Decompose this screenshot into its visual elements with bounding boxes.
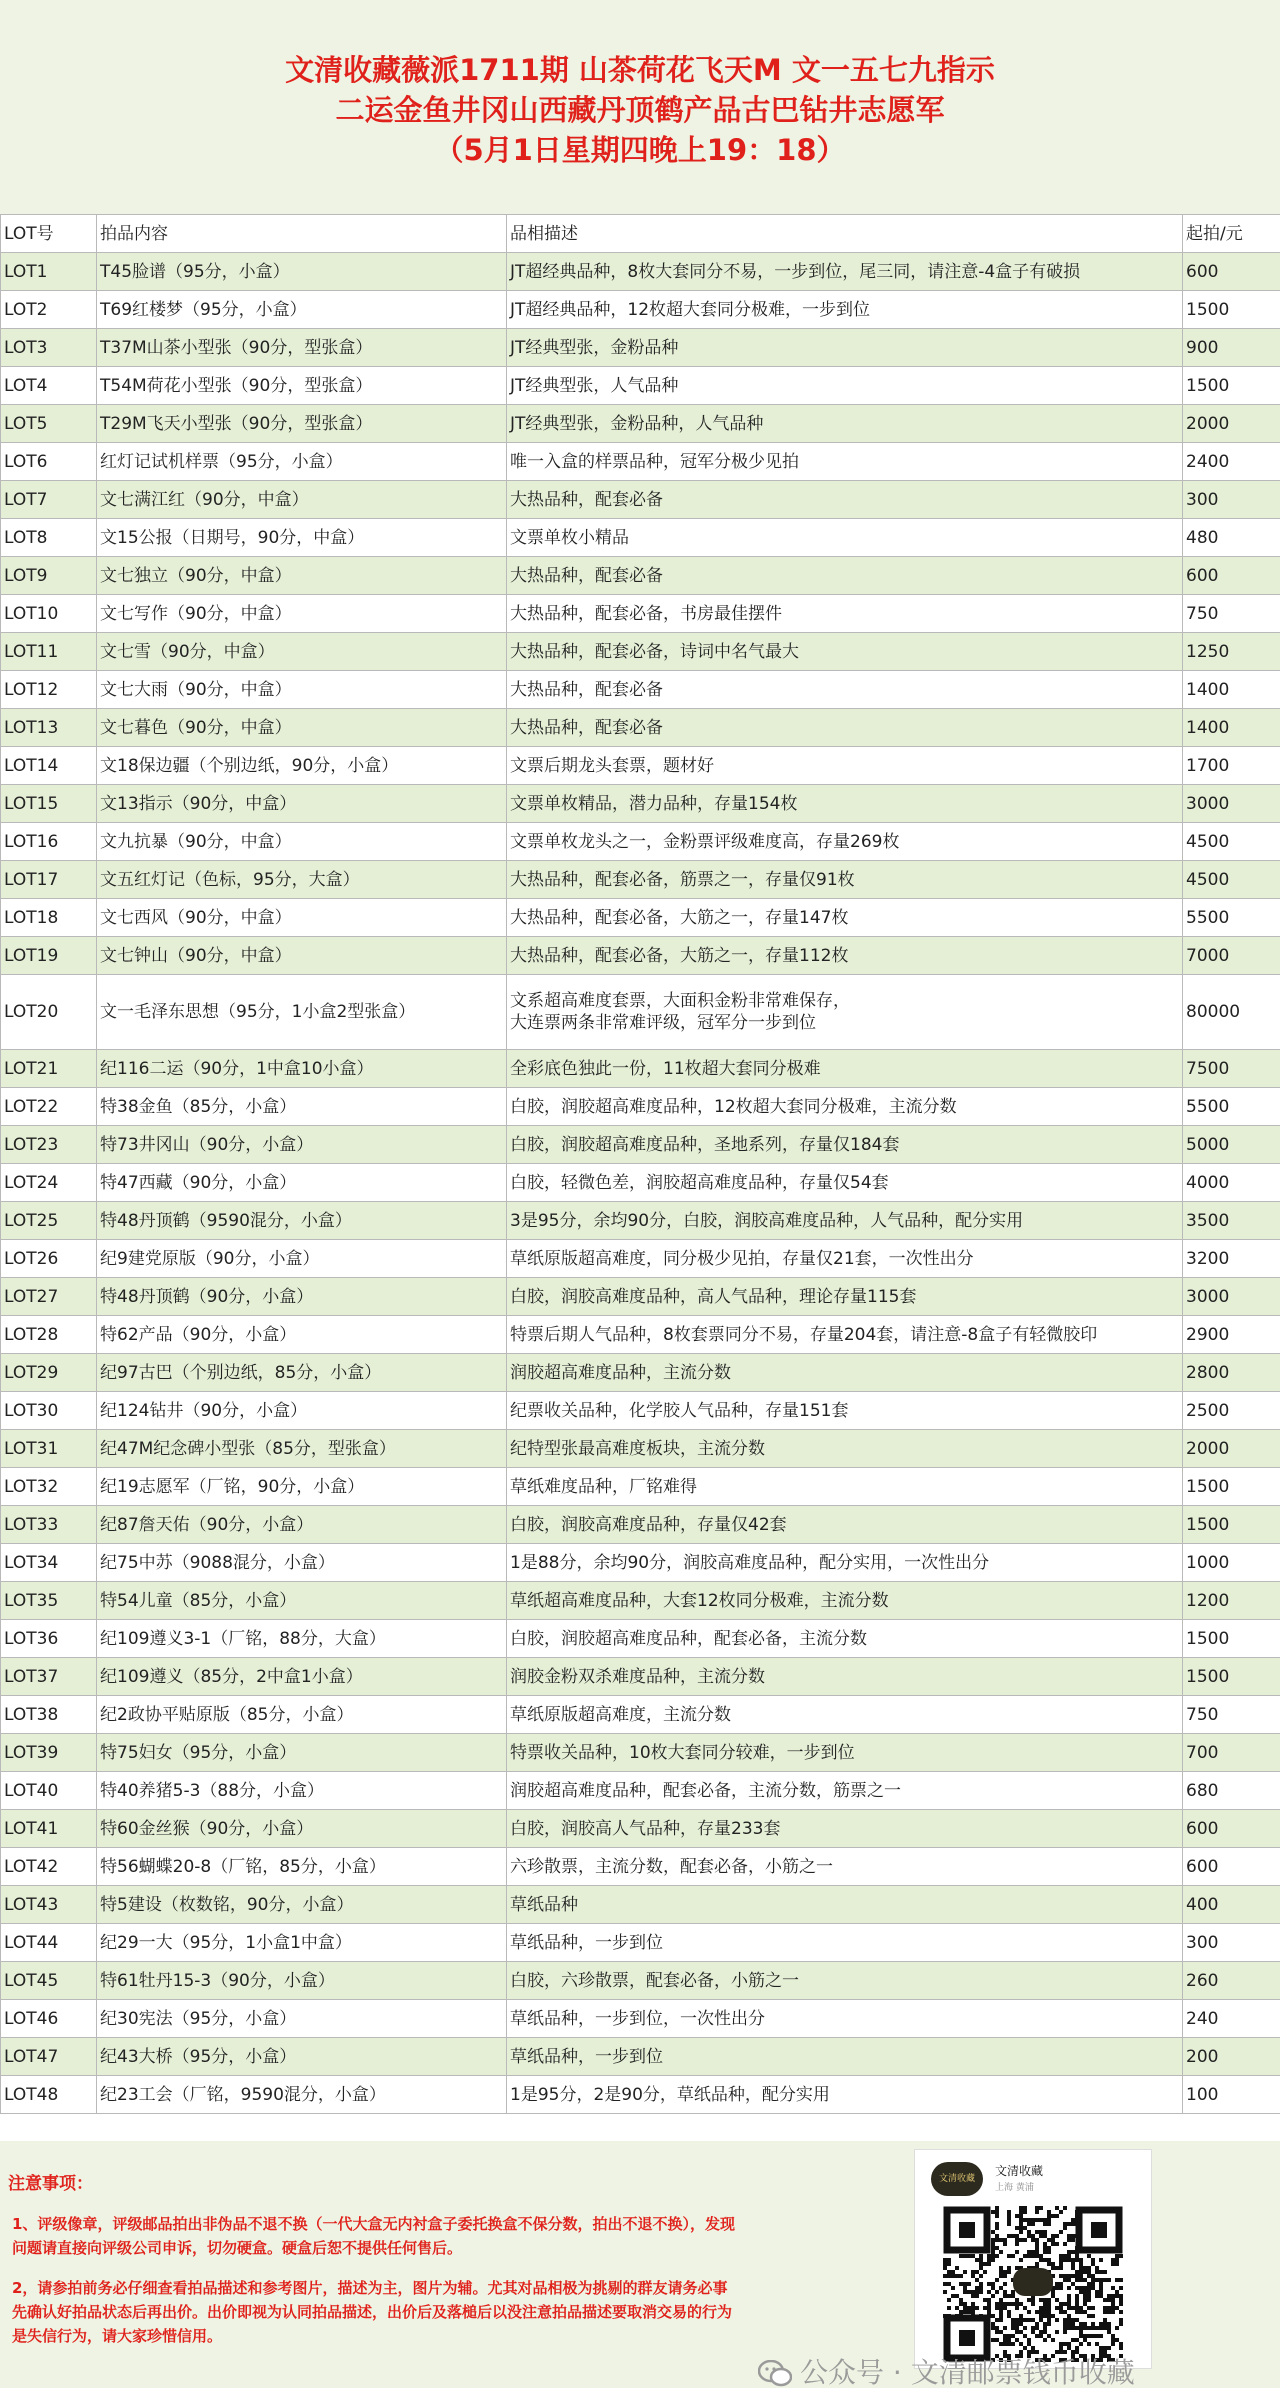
cell-lot: LOT24 xyxy=(1,1164,97,1202)
table-row xyxy=(1,443,1280,481)
cell-description: 草纸品种 xyxy=(507,1886,1183,1924)
cell-content: 红灯记试机样票（95分，小盒） xyxy=(97,443,507,481)
cell-lot: LOT5 xyxy=(1,405,97,443)
cell-start-price: 2400 xyxy=(1183,443,1280,481)
cell-start-price: 1500 xyxy=(1183,1658,1280,1696)
cell-description: 草纸品种，一步到位，一次性出分 xyxy=(507,2000,1183,2038)
table-row xyxy=(1,1658,1280,1696)
title-line-3: （5月1日星期四晚上19：18） xyxy=(0,130,1280,170)
cell-content: 特48丹顶鹤（90分，小盒） xyxy=(97,1278,507,1316)
cell-start-price: 600 xyxy=(1183,557,1280,595)
table-body xyxy=(1,253,1280,2114)
cell-content: T69红楼梦（95分，小盒） xyxy=(97,291,507,329)
cell-content: 纪97古巴（个别边纸，85分，小盒） xyxy=(97,1354,507,1392)
cell-lot: LOT15 xyxy=(1,785,97,823)
cell-start-price: 2900 xyxy=(1183,1316,1280,1354)
lot-table xyxy=(0,214,1280,2114)
cell-description: JT经典型张，金粉品种 xyxy=(507,329,1183,367)
cell-start-price: 2000 xyxy=(1183,1430,1280,1468)
cell-start-price: 7000 xyxy=(1183,937,1280,975)
cell-content: 文七独立（90分，中盒） xyxy=(97,557,507,595)
cell-description: 文票单枚小精品 xyxy=(507,519,1183,557)
cell-lot: LOT2 xyxy=(1,291,97,329)
cell-description: 白胶，润胶高人气品种，存量233套 xyxy=(507,1810,1183,1848)
cell-lot: LOT17 xyxy=(1,861,97,899)
table-row xyxy=(1,1316,1280,1354)
cell-start-price: 3000 xyxy=(1183,1278,1280,1316)
cell-start-price: 480 xyxy=(1183,519,1280,557)
cell-lot: LOT36 xyxy=(1,1620,97,1658)
cell-description: JT经典型张，人气品种 xyxy=(507,367,1183,405)
cell-content: 纪116二运（90分，1中盒10小盒） xyxy=(97,1050,507,1088)
cell-description: 唯一入盒的样票品种，冠军分极少见拍 xyxy=(507,443,1183,481)
cell-description: 特票收关品种，10枚大套同分较难，一步到位 xyxy=(507,1734,1183,1772)
cell-start-price: 1500 xyxy=(1183,1620,1280,1658)
cell-start-price: 2800 xyxy=(1183,1354,1280,1392)
cell-start-price: 4000 xyxy=(1183,1164,1280,1202)
footer-section xyxy=(0,2141,1280,2388)
cell-start-price: 3500 xyxy=(1183,1202,1280,1240)
cell-content: 文七暮色（90分，中盒） xyxy=(97,709,507,747)
cell-start-price: 80000 xyxy=(1183,975,1280,1050)
table-row xyxy=(1,557,1280,595)
cell-description: JT超经典品种，12枚超大套同分极难，一步到位 xyxy=(507,291,1183,329)
table-row xyxy=(1,1050,1280,1088)
cell-start-price: 900 xyxy=(1183,329,1280,367)
cell-content: T54M荷花小型张（90分，型张盒） xyxy=(97,367,507,405)
cell-lot: LOT18 xyxy=(1,899,97,937)
cell-description: 大热品种，配套必备，诗词中名气最大 xyxy=(507,633,1183,671)
cell-content: 文九抗暴（90分，中盒） xyxy=(97,823,507,861)
table-row xyxy=(1,405,1280,443)
cell-start-price: 300 xyxy=(1183,481,1280,519)
cell-lot: LOT16 xyxy=(1,823,97,861)
cell-description: 3是95分，余均90分，白胶，润胶高难度品种，人气品种，配分实用 xyxy=(507,1202,1183,1240)
cell-lot: LOT40 xyxy=(1,1772,97,1810)
cell-description: 大热品种，配套必备，书房最佳摆件 xyxy=(507,595,1183,633)
notes-paragraph-1: 1、评级像章，评级邮品拍出非伪品不退不换（一代大盒无内衬盒子委托换盒不保分数，拍出不退不换），发现问题请直接向评级公司申诉，切勿硬盒。硬盒后恕不提供任何售后。 xyxy=(8,2212,738,2260)
cell-start-price: 700 xyxy=(1183,1734,1280,1772)
table-row xyxy=(1,1962,1280,2000)
cell-description: 草纸原版超高难度，主流分数 xyxy=(507,1696,1183,1734)
table-row xyxy=(1,1278,1280,1316)
cell-content: 文七钟山（90分，中盒） xyxy=(97,937,507,975)
cell-lot: LOT48 xyxy=(1,2076,97,2114)
cell-content: 纪9建党原版（90分，小盒） xyxy=(97,1240,507,1278)
cell-description: 特票后期人气品种，8枚套票同分不易，存量204套，请注意-8盒子有轻微胶印 xyxy=(507,1316,1183,1354)
table-row xyxy=(1,747,1280,785)
cell-lot: LOT38 xyxy=(1,1696,97,1734)
cell-lot: LOT9 xyxy=(1,557,97,595)
cell-content: 文七满江红（90分，中盒） xyxy=(97,481,507,519)
cell-description: 草纸超高难度品种，大套12枚同分极难，主流分数 xyxy=(507,1582,1183,1620)
cell-content: 特62产品（90分，小盒） xyxy=(97,1316,507,1354)
table-row xyxy=(1,2076,1280,2114)
table-row xyxy=(1,2000,1280,2038)
cell-lot: LOT32 xyxy=(1,1468,97,1506)
cell-content: 特48丹顶鹤（9590混分，小盒） xyxy=(97,1202,507,1240)
cell-description: 白胶，润胶高难度品种，高人气品种，理论存量115套 xyxy=(507,1278,1183,1316)
cell-description: 1是88分，余均90分，润胶高难度品种，配分实用，一次性出分 xyxy=(507,1544,1183,1582)
table-row xyxy=(1,899,1280,937)
cell-lot: LOT45 xyxy=(1,1962,97,2000)
cell-description: 大热品种，配套必备 xyxy=(507,671,1183,709)
table-row xyxy=(1,1468,1280,1506)
cell-start-price: 1500 xyxy=(1183,1506,1280,1544)
table-row xyxy=(1,823,1280,861)
notes-block xyxy=(8,2169,738,2364)
cell-start-price: 600 xyxy=(1183,253,1280,291)
cell-lot: LOT30 xyxy=(1,1392,97,1430)
cell-start-price: 750 xyxy=(1183,1696,1280,1734)
cell-start-price: 4500 xyxy=(1183,823,1280,861)
cell-description: JT经典型张，金粉品种，人气品种 xyxy=(507,405,1183,443)
notes-paragraph-2: 2，请参拍前务必仔细查看拍品描述和参考图片，描述为主，图片为辅。尤其对品相极为挑剔的群友请务必事先确认好拍品状态后再出价。出价即视为认同拍品描述，出价后及落槌后以没注意拍品描述要取消交易的行为是失信行为，请大家珍惜信用。 xyxy=(8,2276,738,2348)
table-row xyxy=(1,975,1280,1050)
table-row xyxy=(1,1506,1280,1544)
cell-start-price: 240 xyxy=(1183,2000,1280,2038)
cell-content: 纪47M纪念碑小型张（85分，型张盒） xyxy=(97,1430,507,1468)
cell-content: 文一毛泽东思想（95分，1小盒2型张盒） xyxy=(97,975,507,1050)
cell-lot: LOT31 xyxy=(1,1430,97,1468)
cell-description: 文票后期龙头套票，题材好 xyxy=(507,747,1183,785)
cell-content: 文七大雨（90分，中盒） xyxy=(97,671,507,709)
cell-lot: LOT12 xyxy=(1,671,97,709)
cell-description: 草纸品种，一步到位 xyxy=(507,1924,1183,1962)
cell-start-price: 260 xyxy=(1183,1962,1280,2000)
table-row xyxy=(1,1544,1280,1582)
table-row xyxy=(1,1848,1280,1886)
cell-content: 纪124钻井（90分，小盒） xyxy=(97,1392,507,1430)
cell-lot: LOT42 xyxy=(1,1848,97,1886)
col-header-description: 品相描述 xyxy=(507,215,1183,253)
cell-content: T45脸谱（95分，小盒） xyxy=(97,253,507,291)
brand-logo: 文清收藏 xyxy=(931,2162,983,2196)
cell-lot: LOT27 xyxy=(1,1278,97,1316)
watermark xyxy=(758,2351,1135,2391)
cell-content: 特40养猪5-3（88分，小盒） xyxy=(97,1772,507,1810)
cell-start-price: 680 xyxy=(1183,1772,1280,1810)
cell-lot: LOT25 xyxy=(1,1202,97,1240)
cell-start-price: 1400 xyxy=(1183,709,1280,747)
cell-content: 特60金丝猴（90分，小盒） xyxy=(97,1810,507,1848)
cell-content: 纪30宪法（95分，小盒） xyxy=(97,2000,507,2038)
cell-lot: LOT39 xyxy=(1,1734,97,1772)
table-row xyxy=(1,1810,1280,1848)
cell-lot: LOT8 xyxy=(1,519,97,557)
cell-start-price: 100 xyxy=(1183,2076,1280,2114)
cell-lot: LOT14 xyxy=(1,747,97,785)
cell-content: T37M山茶小型张（90分，型张盒） xyxy=(97,329,507,367)
cell-lot: LOT1 xyxy=(1,253,97,291)
cell-description: 1是95分，2是90分，草纸品种，配分实用 xyxy=(507,2076,1183,2114)
cell-lot: LOT47 xyxy=(1,2038,97,2076)
cell-start-price: 600 xyxy=(1183,1810,1280,1848)
qr-card-name: 文清收藏 xyxy=(995,2162,1043,2179)
title-line-2: 二运金鱼井冈山西藏丹顶鹤产品古巴钻井志愿军 xyxy=(0,90,1280,130)
cell-content: 文七写作（90分，中盒） xyxy=(97,595,507,633)
table-row xyxy=(1,329,1280,367)
table-row xyxy=(1,1734,1280,1772)
table-row xyxy=(1,1886,1280,1924)
cell-description: 全彩底色独此一份，11枚超大套同分极难 xyxy=(507,1050,1183,1088)
cell-content: 文七雪（90分，中盒） xyxy=(97,633,507,671)
cell-start-price: 1000 xyxy=(1183,1544,1280,1582)
cell-lot: LOT46 xyxy=(1,2000,97,2038)
cell-start-price: 1500 xyxy=(1183,291,1280,329)
cell-content: 特56蝴蝶20-8（厂铭，85分，小盒） xyxy=(97,1848,507,1886)
table-row xyxy=(1,1582,1280,1620)
table-row xyxy=(1,633,1280,671)
cell-description: 润胶超高难度品种，配套必备，主流分数，筋票之一 xyxy=(507,1772,1183,1810)
cell-lot: LOT3 xyxy=(1,329,97,367)
cell-lot: LOT33 xyxy=(1,1506,97,1544)
cell-lot: LOT20 xyxy=(1,975,97,1050)
cell-description: 白胶，轻微色差，润胶超高难度品种，存量仅54套 xyxy=(507,1164,1183,1202)
page-header xyxy=(0,0,1280,214)
table-row xyxy=(1,1620,1280,1658)
table-row xyxy=(1,519,1280,557)
cell-start-price: 5000 xyxy=(1183,1126,1280,1164)
cell-content: 纪87詹天佑（90分，小盒） xyxy=(97,1506,507,1544)
table-row xyxy=(1,253,1280,291)
cell-start-price: 1400 xyxy=(1183,671,1280,709)
cell-content: 纪23工会（厂铭，9590混分，小盒） xyxy=(97,2076,507,2114)
cell-description: 草纸品种，一步到位 xyxy=(507,2038,1183,2076)
table-row xyxy=(1,1392,1280,1430)
table-row xyxy=(1,937,1280,975)
cell-content: 纪75中苏（9088混分，小盒） xyxy=(97,1544,507,1582)
watermark-text: 公众号 · 文清邮票钱币收藏 xyxy=(800,2356,1135,2389)
cell-start-price: 4500 xyxy=(1183,861,1280,899)
table-row xyxy=(1,671,1280,709)
cell-lot: LOT28 xyxy=(1,1316,97,1354)
cell-content: 特73井冈山（90分，小盒） xyxy=(97,1126,507,1164)
cell-start-price: 300 xyxy=(1183,1924,1280,1962)
cell-lot: LOT23 xyxy=(1,1126,97,1164)
cell-start-price: 750 xyxy=(1183,595,1280,633)
cell-content: 纪43大桥（95分，小盒） xyxy=(97,2038,507,2076)
cell-lot: LOT10 xyxy=(1,595,97,633)
cell-lot: LOT7 xyxy=(1,481,97,519)
cell-lot: LOT21 xyxy=(1,1050,97,1088)
table-row xyxy=(1,709,1280,747)
cell-description: 文系超高难度套票，大面积金粉非常难保存， 大连票两条非常难评级，冠军分一步到位 xyxy=(507,975,1183,1050)
col-header-start-price: 起拍/元 xyxy=(1183,215,1280,253)
table-row xyxy=(1,367,1280,405)
cell-description: 大热品种，配套必备，大筋之一，存量112枚 xyxy=(507,937,1183,975)
cell-description: 白胶，润胶超高难度品种，圣地系列，存量仅184套 xyxy=(507,1126,1183,1164)
table-row xyxy=(1,291,1280,329)
cell-lot: LOT43 xyxy=(1,1886,97,1924)
cell-content: 特54儿童（85分，小盒） xyxy=(97,1582,507,1620)
cell-description: 文票单枚精品，潜力品种，存量154枚 xyxy=(507,785,1183,823)
cell-content: 纪109遵义（85分，2中盒1小盒） xyxy=(97,1658,507,1696)
cell-lot: LOT6 xyxy=(1,443,97,481)
qr-card[interactable] xyxy=(914,2149,1152,2369)
table-row xyxy=(1,1772,1280,1810)
cell-description: 润胶金粉双杀难度品种，主流分数 xyxy=(507,1658,1183,1696)
cell-description: 白胶，六珍散票，配套必备，小筋之一 xyxy=(507,1962,1183,2000)
cell-lot: LOT29 xyxy=(1,1354,97,1392)
cell-lot: LOT4 xyxy=(1,367,97,405)
cell-description: 大热品种，配套必备 xyxy=(507,709,1183,747)
cell-description: 大热品种，配套必备，大筋之一，存量147枚 xyxy=(507,899,1183,937)
table-row xyxy=(1,1430,1280,1468)
cell-start-price: 200 xyxy=(1183,2038,1280,2076)
cell-lot: LOT37 xyxy=(1,1658,97,1696)
cell-content: 纪109遵义3-1（厂铭，88分，大盒） xyxy=(97,1620,507,1658)
col-header-lot: LOT号 xyxy=(1,215,97,253)
cell-content: 纪29一大（95分，1小盒1中盒） xyxy=(97,1924,507,1962)
cell-description: 纪票收关品种，化学胶人气品种，存量151套 xyxy=(507,1392,1183,1430)
cell-content: 特75妇女（95分，小盒） xyxy=(97,1734,507,1772)
table-row xyxy=(1,861,1280,899)
cell-description: 六珍散票，主流分数，配套必备，小筋之一 xyxy=(507,1848,1183,1886)
cell-content: T29M飞天小型张（90分，型张盒） xyxy=(97,405,507,443)
cell-content: 特61牡丹15-3（90分，小盒） xyxy=(97,1962,507,2000)
cell-start-price: 1500 xyxy=(1183,367,1280,405)
cell-content: 文七西风（90分，中盒） xyxy=(97,899,507,937)
col-header-content: 拍品内容 xyxy=(97,215,507,253)
cell-description: 白胶，润胶超高难度品种，配套必备，主流分数 xyxy=(507,1620,1183,1658)
cell-content: 特5建设（枚数铭，90分，小盒） xyxy=(97,1886,507,1924)
cell-description: 大热品种，配套必备，筋票之一，存量仅91枚 xyxy=(507,861,1183,899)
cell-description: 大热品种，配套必备 xyxy=(507,481,1183,519)
cell-description: 纪特型张最高难度板块，主流分数 xyxy=(507,1430,1183,1468)
cell-start-price: 3000 xyxy=(1183,785,1280,823)
cell-description: JT超经典品种，8枚大套同分不易，一步到位，尾三同，请注意-4盒子有破损 xyxy=(507,253,1183,291)
table-row xyxy=(1,2038,1280,2076)
cell-description: 大热品种，配套必备 xyxy=(507,557,1183,595)
table-row xyxy=(1,1202,1280,1240)
cell-lot: LOT11 xyxy=(1,633,97,671)
cell-lot: LOT22 xyxy=(1,1088,97,1126)
cell-content: 纪19志愿军（厂铭，90分，小盒） xyxy=(97,1468,507,1506)
cell-content: 纪2政协平贴原版（85分，小盒） xyxy=(97,1696,507,1734)
cell-lot: LOT19 xyxy=(1,937,97,975)
cell-content: 特38金鱼（85分，小盒） xyxy=(97,1088,507,1126)
cell-start-price: 400 xyxy=(1183,1886,1280,1924)
cell-start-price: 2500 xyxy=(1183,1392,1280,1430)
cell-content: 文15公报（日期号，90分，中盒） xyxy=(97,519,507,557)
notes-title: 注意事项： xyxy=(8,2169,738,2194)
table-row xyxy=(1,1126,1280,1164)
cell-start-price: 1250 xyxy=(1183,633,1280,671)
table-row xyxy=(1,1164,1280,1202)
table-row xyxy=(1,595,1280,633)
cell-description: 文票单枚龙头之一，金粉票评级难度高，存量269枚 xyxy=(507,823,1183,861)
table-row xyxy=(1,785,1280,823)
cell-description: 白胶，润胶超高难度品种，12枚超大套同分极难，主流分数 xyxy=(507,1088,1183,1126)
cell-content: 文13指示（90分，中盒） xyxy=(97,785,507,823)
cell-content: 文五红灯记（色标，95分，大盒） xyxy=(97,861,507,899)
cell-start-price: 5500 xyxy=(1183,1088,1280,1126)
wechat-icon xyxy=(758,2360,792,2388)
table-row xyxy=(1,1354,1280,1392)
cell-lot: LOT26 xyxy=(1,1240,97,1278)
table-row xyxy=(1,481,1280,519)
cell-content: 特47西藏（90分，小盒） xyxy=(97,1164,507,1202)
table-row xyxy=(1,1088,1280,1126)
cell-start-price: 5500 xyxy=(1183,899,1280,937)
cell-start-price: 7500 xyxy=(1183,1050,1280,1088)
cell-description: 白胶，润胶高难度品种，存量仅42套 xyxy=(507,1506,1183,1544)
qr-card-sub: 上海 黄浦 xyxy=(995,2180,1034,2193)
table-row xyxy=(1,1240,1280,1278)
cell-start-price: 1200 xyxy=(1183,1582,1280,1620)
cell-start-price: 1700 xyxy=(1183,747,1280,785)
cell-start-price: 600 xyxy=(1183,1848,1280,1886)
table-row xyxy=(1,1924,1280,1962)
title-line-1: 文清收藏薇派1711期 山茶荷花飞天M 文一五七九指示 xyxy=(0,50,1280,90)
cell-content: 文18保边疆（个别边纸，90分，小盒） xyxy=(97,747,507,785)
table-row xyxy=(1,1696,1280,1734)
cell-description: 草纸难度品种，厂铭难得 xyxy=(507,1468,1183,1506)
table-header-row xyxy=(1,215,1280,253)
cell-lot: LOT35 xyxy=(1,1582,97,1620)
cell-start-price: 2000 xyxy=(1183,405,1280,443)
cell-lot: LOT41 xyxy=(1,1810,97,1848)
cell-lot: LOT34 xyxy=(1,1544,97,1582)
cell-start-price: 3200 xyxy=(1183,1240,1280,1278)
cell-lot: LOT13 xyxy=(1,709,97,747)
cell-description: 润胶超高难度品种，主流分数 xyxy=(507,1354,1183,1392)
cell-lot: LOT44 xyxy=(1,1924,97,1962)
cell-start-price: 1500 xyxy=(1183,1468,1280,1506)
cell-description: 草纸原版超高难度，同分极少见拍，存量仅21套，一次性出分 xyxy=(507,1240,1183,1278)
qr-code-icon[interactable] xyxy=(943,2206,1123,2362)
